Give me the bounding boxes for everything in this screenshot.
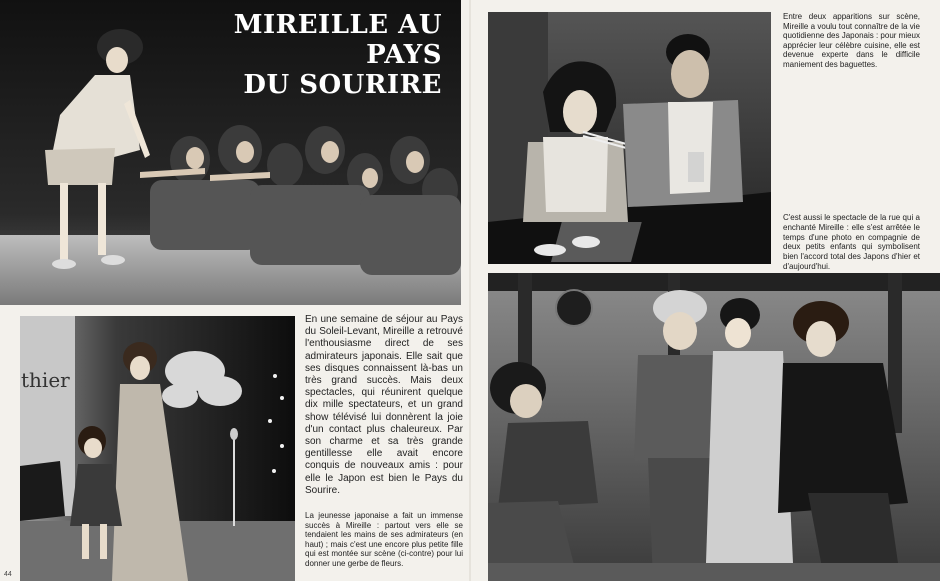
caption-street: C'est aussi le spectacle de la rue qui a enchanté Mireille : elle s'est arrêtée le temps d'une photo en compagnie de deux petits enfants qui symbolisent bien l'accord total des Japons d'hier et d'aujourd'hui. (783, 213, 920, 271)
photo-dinner-chopsticks (488, 12, 771, 264)
caption-stage-child: La jeunesse japonaise a fait un immense succès à Mireille : partout vers elle se tendaient les mains de ses admirateurs (en haut) ; mais c'est une encore plus petite fille qui est montée sur scène (ci-contre) pour lui donner une gerbe de fleurs. (305, 511, 463, 568)
photo-stage-child-flowers (20, 316, 295, 581)
page-number: 44 (4, 571, 12, 578)
page-gutter (469, 0, 471, 581)
article-title (150, 10, 442, 100)
stage-sign-text: thier (21, 368, 70, 392)
photo-street-children (488, 273, 940, 581)
caption-dinner: Entre deux apparitions sur scène, Mireille a voulu tout connaître de la vie quotidienne des Japonais : pour mieux apprécier leur célèbre cuisine, elle est devenue experte dans le difficile maniement des baguettes. (783, 12, 920, 69)
article-main-text: En une semaine de séjour au Pays du Soleil-Levant, Mireille a retrouvé l'enthousiasme direct de ses admirateurs japonais. Elle sait que ses disques connaissent là-bas un très grand succès. Mais deux spectacles, qui réunirent quelque dix mille spectateurs, et un grand show télévisé lui donnèrent la joie d'un contact plus chaleureux. Par son charme et sa très grande gentillesse elle avait encore conquis de nouveaux amis : pour elle le Japon est bien le Pays du Sourire. (305, 314, 463, 496)
title-line-2: DU SOURIRE (243, 70, 442, 100)
title-line-1: MIREILLE AU PAYS (233, 10, 442, 70)
